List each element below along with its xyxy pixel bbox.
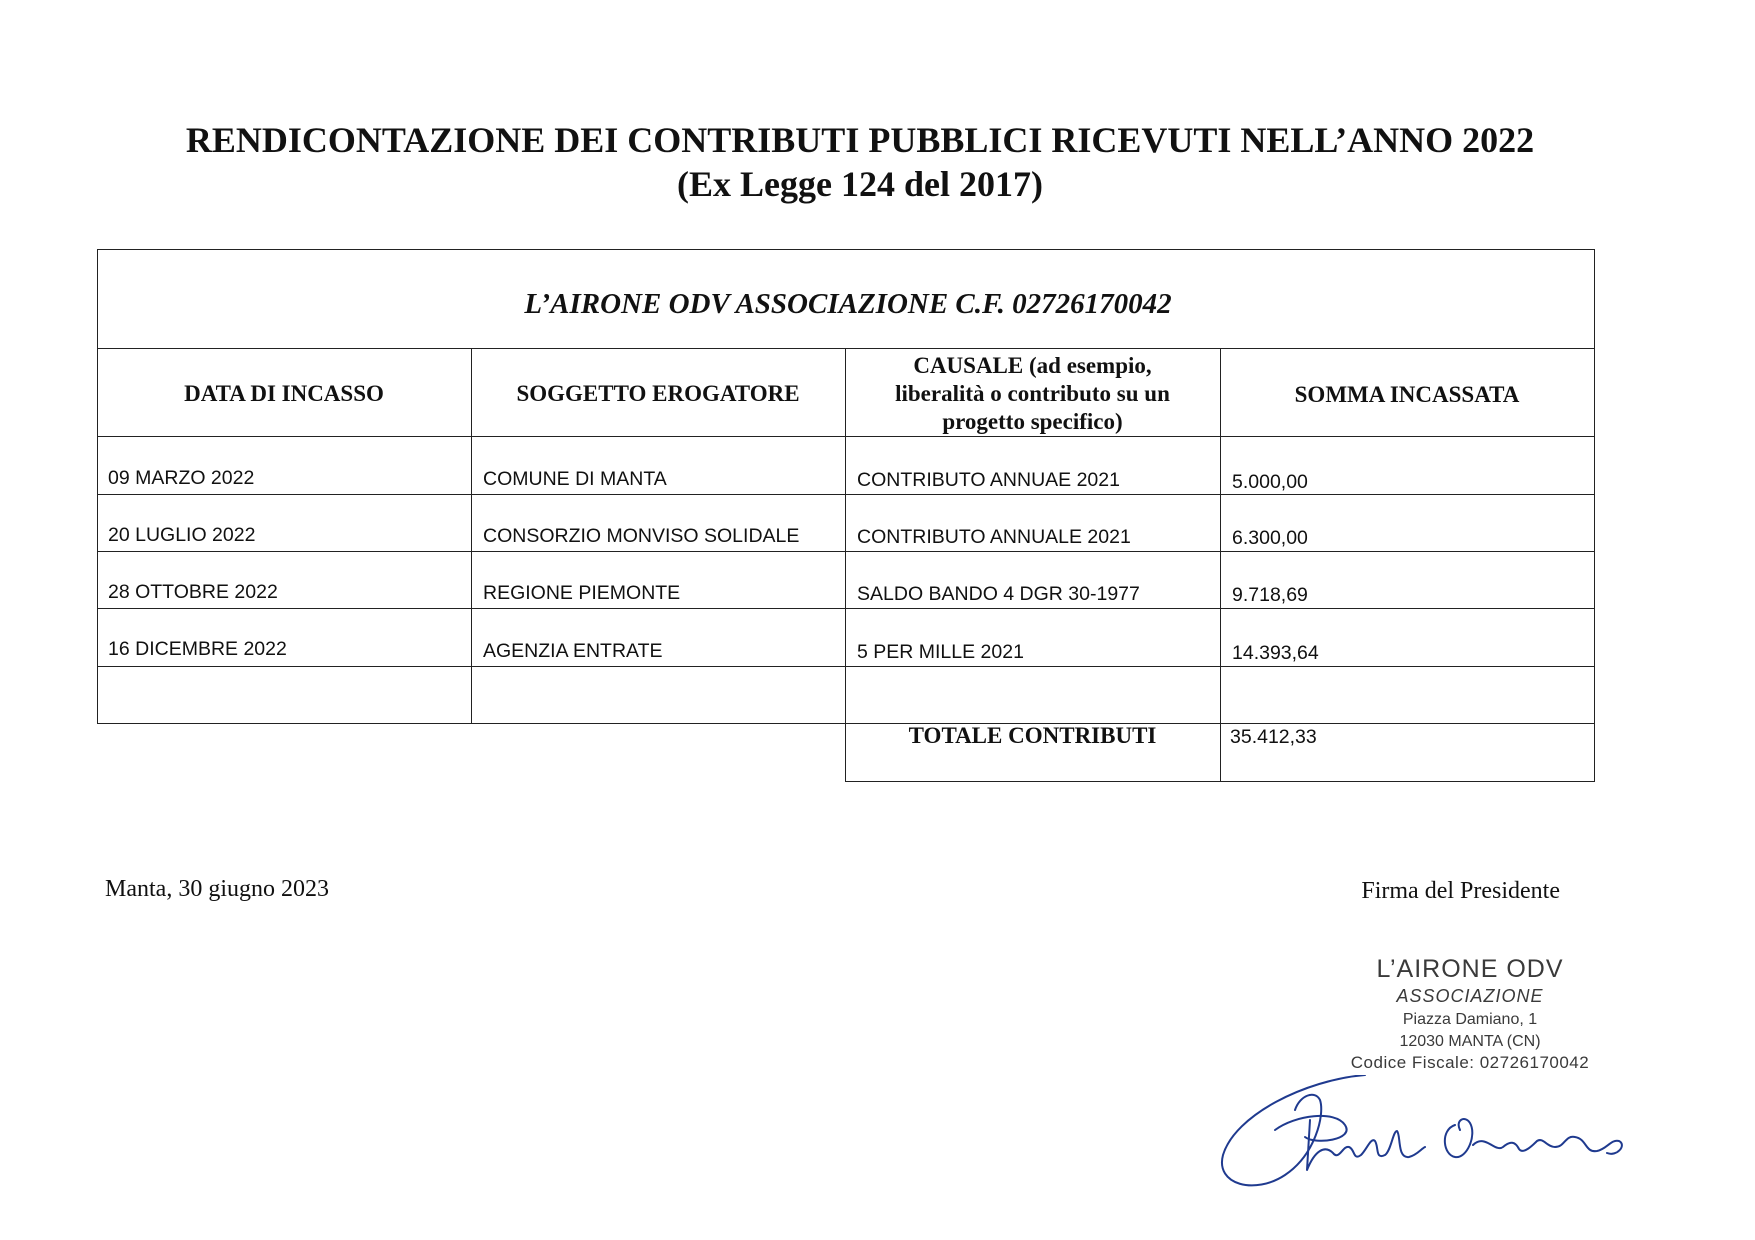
total-label: TOTALE CONTRIBUTI [908,723,1157,748]
row-2-provider: CONSORZIO MONVISO SOLIDALE [483,525,800,547]
row-3-provider: REGIONE PIEMONTE [483,582,681,604]
row-2-reason: CONTRIBUTO ANNUALE 2021 [857,526,1131,548]
total-bottom-border [845,781,1595,782]
row-1-provider: COMUNE DI MANTA [483,468,667,490]
header-reason-line-2: liberalità o contributo su un [895,381,1170,406]
title-line-2: (Ex Legge 124 del 2017) [677,164,1043,204]
row-divider-2 [97,551,1595,552]
stamp-city: 12030 MANTA (CN) [1399,1033,1541,1050]
row-4-amount: 14.393,64 [1232,642,1319,664]
col-divider-3 [1220,348,1221,782]
header-amount: SOMMA INCASSATA [1294,382,1520,407]
header-reason-line-1: CAUSALE (ad esempio, [913,353,1152,378]
stamp-subtitle: ASSOCIAZIONE [1396,986,1544,1006]
row-3-reason: SALDO BANDO 4 DGR 30-1977 [857,583,1140,605]
stamp-address: Piazza Damiano, 1 [1402,1011,1538,1028]
row-1-amount: 5.000,00 [1232,471,1308,493]
signature-label: Firma del Presidente [1361,878,1560,904]
header-date: DATA DI INCASSO [184,381,384,406]
row-1-reason: CONTRIBUTO ANNUAE 2021 [857,469,1120,491]
row-divider-4 [97,666,1595,667]
header-provider: SOGGETTO EROGATORE [516,381,800,406]
row-divider-3 [97,608,1595,609]
col-divider-4 [1594,348,1595,782]
row-4-date: 16 DICEMBRE 2022 [108,638,287,660]
total-value: 35.412,33 [1230,726,1317,748]
place-date: Manta, 30 giugno 2023 [105,876,329,902]
organization-heading: L’AIRONE ODV ASSOCIAZIONE C.F. 02726170042 [524,288,1172,320]
header-reason-line-3: progetto specifico) [942,409,1123,434]
row-4-reason: 5 PER MILLE 2021 [857,641,1024,663]
row-3-date: 28 OTTOBRE 2022 [108,581,278,603]
row-1-date: 09 MARZO 2022 [108,467,255,489]
association-stamp [1320,955,1620,1073]
stamp-tax-code: Codice Fiscale: 02726170042 [1350,1053,1590,1072]
org-divider [97,348,1595,349]
header-reason [845,352,1220,436]
title-line-1: RENDICONTAZIONE DEI CONTRIBUTI PUBBLICI RICEVUTI NELL’ANNO 2022 [185,120,1535,160]
handwritten-signature [1215,1075,1635,1205]
row-2-date: 20 LUGLIO 2022 [108,524,256,546]
stamp-name: L’AIRONE ODV [1376,955,1564,983]
row-4-provider: AGENZIA ENTRATE [483,640,663,662]
row-3-amount: 9.718,69 [1232,584,1308,606]
header-divider [97,436,1595,437]
row-divider-1 [97,494,1595,495]
row-2-amount: 6.300,00 [1232,527,1308,549]
document-title [0,118,1720,206]
